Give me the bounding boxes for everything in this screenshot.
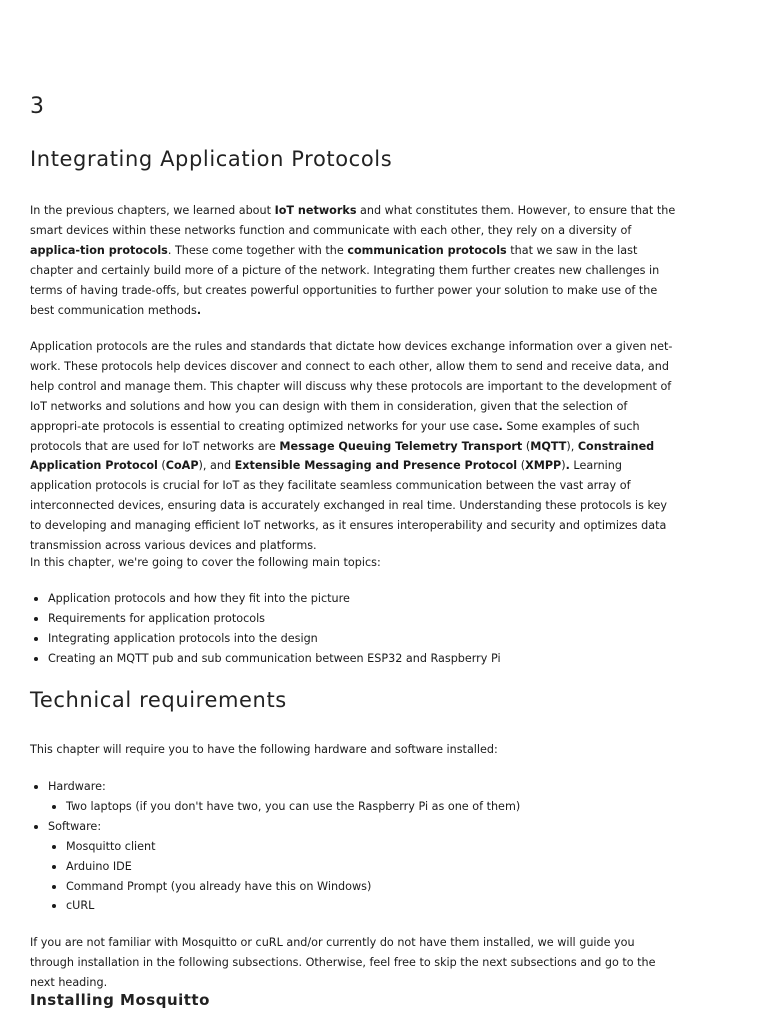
list-item: Two laptops (if you don't have two, you can use the Raspberry Pi as one of them) — [66, 797, 520, 817]
software-sublist — [48, 837, 520, 917]
list-item: Creating an MQTT pub and sub communication between ESP32 and Raspberry Pi — [48, 649, 501, 669]
installing-mosquitto-heading: Installing Mosquitto — [30, 991, 210, 1009]
topics-list — [30, 589, 501, 669]
intro-paragraph-3: In this chapter, we're going to cover the following main topics: — [30, 556, 381, 569]
intro-paragraph-1: In the previous chapters, we learned about IoT networks and what constitutes them. However, to ensure that the smart devices within these networks function and communicate with each other, they rely on a diversity of applica-tion protocols. These come together with the communication protocols that we saw in the last chapter and certainly build more of a picture of the network. Integrating them further creates new challenges in terms of having trade-offs, but creates powerful opportunities to further power your solution to make use of the best communication methods. — [30, 204, 676, 317]
list-item: Application protocols and how they fit into the picture — [48, 589, 501, 609]
list-item: Requirements for application protocols — [48, 609, 501, 629]
technical-paragraph-2: If you are not familiar with Mosquitto or cuRL and/or currently do not have them installed, we will guide you through installation in the following subsections. Otherwise, feel free to skip the next subsections and go to the next heading. — [30, 936, 656, 989]
intro-paragraph-2: Application protocols are the rules and standards that dictate how devices exchange information over a given net-work. These protocols help devices discover and connect to each other, allow them to send and receive data, and help control and manage them. This chapter will discuss why these protocols are important to the development of IoT networks and solutions and how you can design with them in consideration, given that the selection of appropri-ate protocols is essential to creating optimized networks for your use case. Some examples of such protocols that are used for IoT networks are Message Queuing Telemetry Transport (MQTT), Constrained Application Protocol (CoAP), and Extensible Messaging and Presence Protocol (XMPP). Learning application protocols is crucial for IoT as they facilitate seamless communication between the vast array of interconnected devices, ensuring data is accurately exchanged in real time. Understanding these protocols is key to developing and managing efficient IoT networks, as it ensures interoperability and security and optimizes data transmission across various devices and platforms. — [30, 340, 673, 553]
list-item: Command Prompt (you already have this on Windows) — [66, 877, 520, 897]
chapter-title: Integrating Application Protocols — [30, 147, 393, 171]
requirements-list — [30, 777, 520, 916]
list-item-hardware: Hardware: Two laptops (if you don't have two, you can use the Raspberry Pi as one of them) — [48, 777, 520, 817]
list-item: Integrating application protocols into the design — [48, 629, 501, 649]
list-item: Mosquitto client — [66, 837, 520, 857]
list-item-software: Software: Mosquitto client Arduino IDE Command Prompt (you already have this on Windows) cURL — [48, 817, 520, 917]
technical-paragraph-1: This chapter will require you to have the following hardware and software installed: — [30, 743, 498, 756]
list-item: Arduino IDE — [66, 857, 520, 877]
hardware-sublist — [48, 797, 520, 817]
list-item: cURL — [66, 896, 520, 916]
chapter-number: 3 — [30, 94, 44, 119]
technical-requirements-heading: Technical requirements — [30, 688, 287, 712]
